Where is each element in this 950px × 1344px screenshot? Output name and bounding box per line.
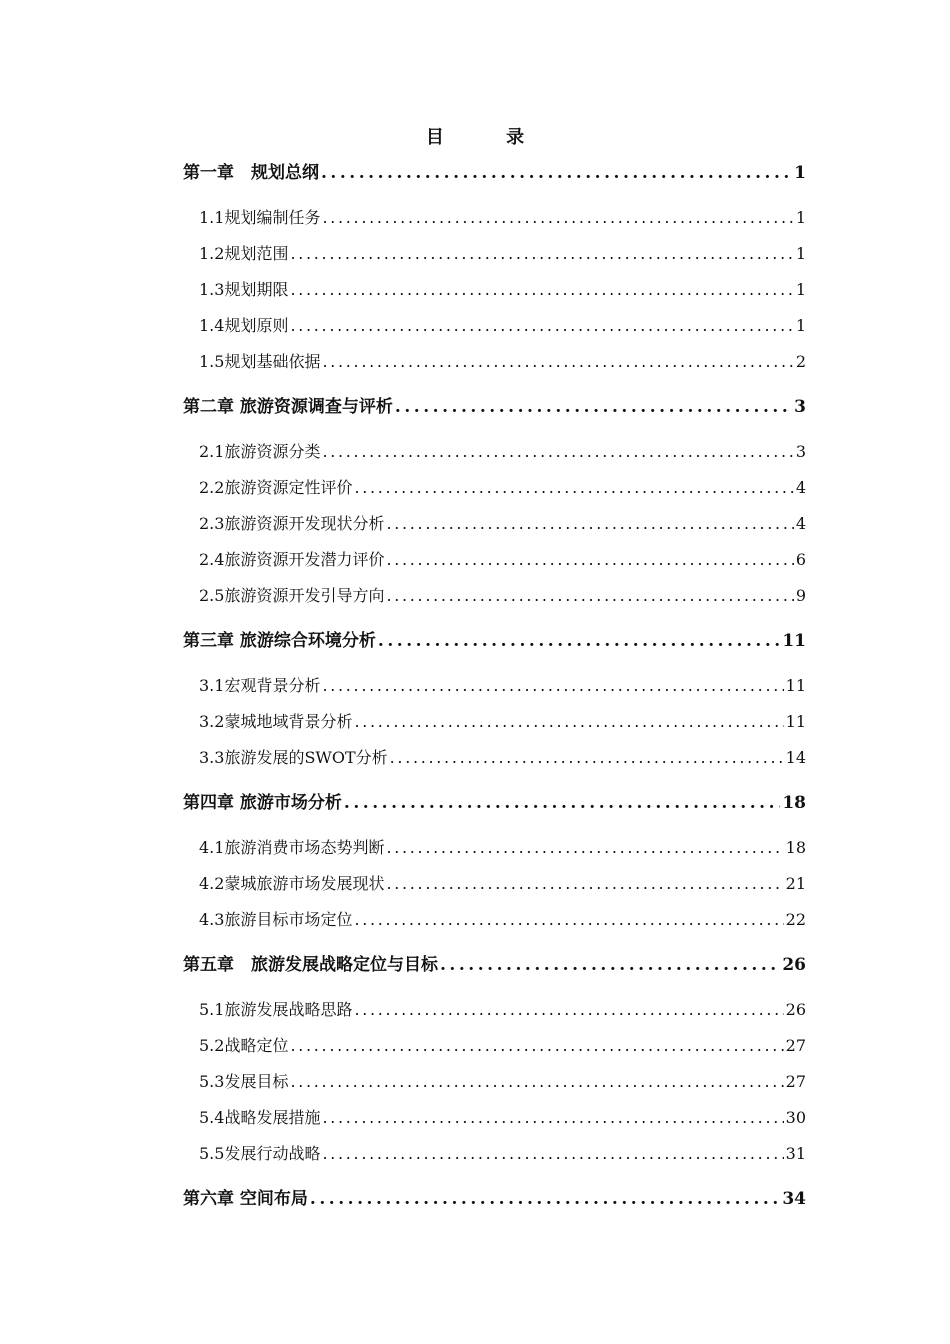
toc-entry-text: 4.1旅游消费市场态势判断	[199, 838, 385, 857]
toc-dot-leader	[344, 791, 780, 815]
toc-section-entry[interactable]	[199, 1142, 806, 1166]
toc-dot-leader	[310, 1187, 780, 1211]
toc-entry-text: 2.5旅游资源开发引导方向	[199, 586, 385, 605]
toc-chapter-entry[interactable]	[183, 395, 806, 419]
toc-page-number: 11	[785, 712, 806, 731]
toc-entry-text: 第六章 空间布局	[183, 1189, 308, 1209]
toc-dot-leader	[386, 584, 793, 608]
toc-title: 目 录	[425, 127, 553, 148]
toc-entry-text: 第一章 规划总纲	[183, 163, 319, 183]
toc-section-entry[interactable]	[199, 872, 806, 896]
toc-section-entry[interactable]	[199, 242, 806, 266]
toc-dot-leader	[322, 674, 783, 698]
toc-page-number: 34	[782, 1189, 806, 1209]
toc-dot-leader	[321, 161, 792, 185]
toc-dot-leader	[290, 278, 793, 302]
toc-section-entry[interactable]	[199, 584, 806, 608]
toc-page-number: 26	[782, 955, 806, 975]
toc-section-entry[interactable]	[199, 1106, 806, 1130]
toc-dot-leader	[390, 746, 784, 770]
toc-page-number: 1	[795, 280, 806, 299]
toc-dot-leader	[290, 314, 793, 338]
toc-page-number: 1	[795, 316, 806, 335]
toc-dot-leader	[322, 350, 793, 374]
toc-dot-leader	[354, 998, 783, 1022]
toc-page-number: 18	[785, 838, 806, 857]
toc-chapter-entry[interactable]	[183, 791, 806, 815]
toc-page-number: 22	[785, 910, 806, 929]
toc-entry-text: 5.1旅游发展战略思路	[199, 1000, 353, 1019]
toc-dot-leader	[386, 836, 783, 860]
toc-dot-leader	[440, 953, 780, 977]
toc-section-entry[interactable]	[199, 1034, 806, 1058]
toc-page-number: 4	[795, 478, 806, 497]
toc-entry-text: 5.2战略定位	[199, 1036, 289, 1055]
toc-dot-leader	[322, 440, 793, 464]
toc-page-number: 1	[795, 208, 806, 227]
toc-chapter-entry[interactable]	[183, 1187, 806, 1211]
toc-dot-leader	[354, 908, 783, 932]
toc-dot-leader	[386, 512, 793, 536]
toc-section-entry[interactable]	[199, 548, 806, 572]
toc-page-number: 11	[782, 631, 806, 651]
toc-dot-leader	[378, 629, 780, 653]
toc-dot-leader	[290, 242, 793, 266]
toc-section-entry[interactable]	[199, 998, 806, 1022]
toc-entry-text: 5.5发展行动战略	[199, 1144, 321, 1163]
toc-dot-leader	[322, 1142, 783, 1166]
toc-page-number: 11	[785, 676, 806, 695]
toc-dot-leader	[386, 872, 783, 896]
toc-entry-text: 第五章 旅游发展战略定位与目标	[183, 955, 438, 975]
toc-dot-leader	[395, 395, 792, 419]
toc-entry-text: 3.1宏观背景分析	[199, 676, 321, 695]
toc-section-entry[interactable]	[199, 476, 806, 500]
toc-section-entry[interactable]	[199, 746, 806, 770]
toc-section-entry[interactable]	[199, 512, 806, 536]
toc-entry-text: 第四章 旅游市场分析	[183, 793, 342, 813]
toc-entry-text: 2.3旅游资源开发现状分析	[199, 514, 385, 533]
toc-page-number: 2	[795, 352, 806, 371]
toc-entry-text: 5.3发展目标	[199, 1072, 289, 1091]
toc-dot-leader	[290, 1070, 783, 1094]
toc-dot-leader	[354, 476, 793, 500]
toc-page-number: 14	[785, 748, 806, 767]
toc-page-number: 1	[795, 244, 806, 263]
toc-page-number: 21	[785, 874, 806, 893]
toc-section-entry[interactable]	[199, 908, 806, 932]
toc-chapter-entry[interactable]	[183, 161, 806, 185]
toc-entry-text: 第二章 旅游资源调查与评析	[183, 397, 393, 417]
toc-page-number: 3	[794, 397, 806, 417]
toc-chapter-entry[interactable]	[183, 629, 806, 653]
toc-entry-text: 2.1旅游资源分类	[199, 442, 321, 461]
toc-page-number: 6	[795, 550, 806, 569]
toc-dot-leader	[354, 710, 783, 734]
toc-page-number: 26	[785, 1000, 806, 1019]
toc-section-entry[interactable]	[199, 206, 806, 230]
toc-entry-text: 3.2蒙城地域背景分析	[199, 712, 353, 731]
toc-section-entry[interactable]	[199, 836, 806, 860]
toc-page-number: 31	[785, 1144, 806, 1163]
toc-section-entry[interactable]	[199, 350, 806, 374]
toc-entry-text: 3.3旅游发展的SWOT分析	[199, 748, 388, 767]
toc-page-number: 3	[795, 442, 806, 461]
toc-entry-text: 4.2蒙城旅游市场发展现状	[199, 874, 385, 893]
toc-dot-leader	[386, 548, 793, 572]
toc-page-number: 30	[785, 1108, 806, 1127]
toc-entry-text: 2.2旅游资源定性评价	[199, 478, 353, 497]
toc-entry-text: 1.5规划基础依据	[199, 352, 321, 371]
toc-chapter-entry[interactable]	[183, 953, 806, 977]
toc-section-entry[interactable]	[199, 710, 806, 734]
toc-dot-leader	[322, 1106, 783, 1130]
toc-page-number: 9	[795, 586, 806, 605]
toc-entry-text: 1.4规划原则	[199, 316, 289, 335]
toc-section-entry[interactable]	[199, 314, 806, 338]
toc-entry-text: 5.4战略发展措施	[199, 1108, 321, 1127]
toc-page-number: 18	[782, 793, 806, 813]
toc-entry-text: 4.3旅游目标市场定位	[199, 910, 353, 929]
toc-page-number: 1	[794, 163, 806, 183]
toc-section-entry[interactable]	[199, 278, 806, 302]
toc-page-number: 27	[785, 1036, 806, 1055]
toc-section-entry[interactable]	[199, 1070, 806, 1094]
toc-section-entry[interactable]	[199, 440, 806, 464]
toc-section-entry[interactable]	[199, 674, 806, 698]
toc-entry-text: 1.3规划期限	[199, 280, 289, 299]
toc-entry-text: 1.1规划编制任务	[199, 208, 321, 227]
toc-dot-leader	[290, 1034, 783, 1058]
toc-page-number: 4	[795, 514, 806, 533]
toc-page-number: 27	[785, 1072, 806, 1091]
toc-dot-leader	[322, 206, 793, 230]
toc-entry-text: 1.2规划范围	[199, 244, 289, 263]
toc-entry-text: 第三章 旅游综合环境分析	[183, 631, 376, 651]
toc-entry-text: 2.4旅游资源开发潜力评价	[199, 550, 385, 569]
